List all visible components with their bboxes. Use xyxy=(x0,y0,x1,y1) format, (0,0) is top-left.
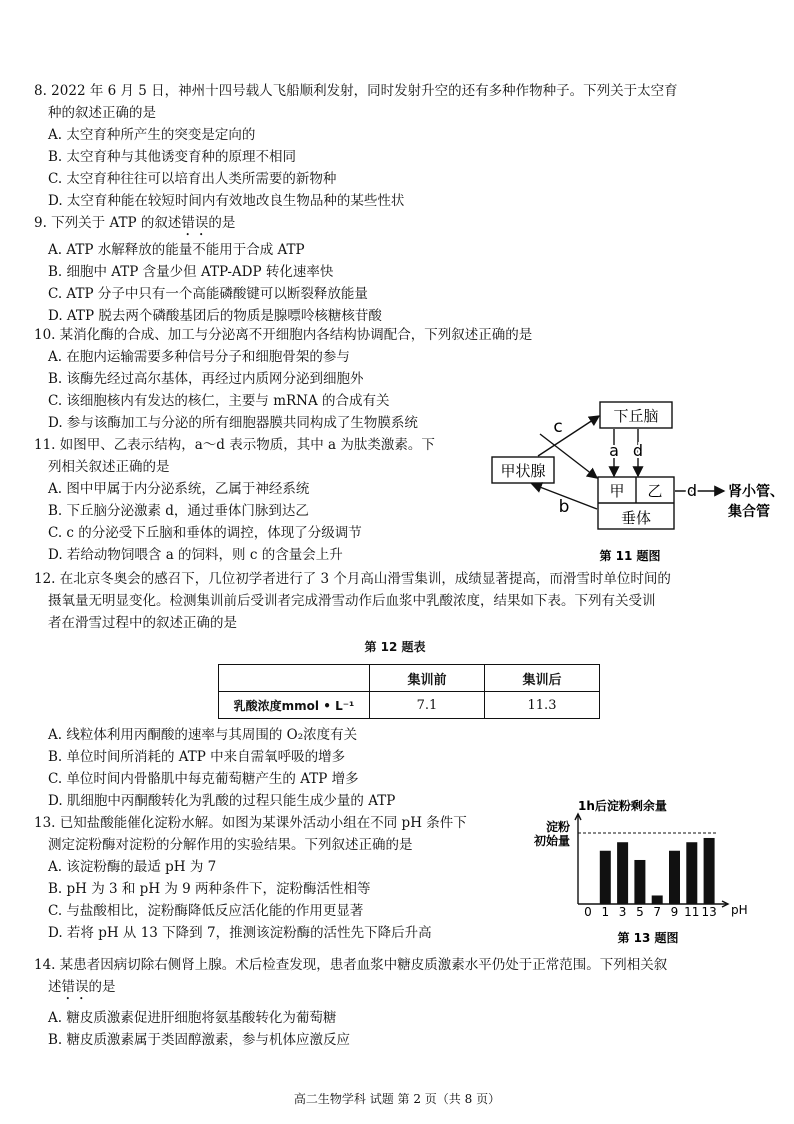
q13-option-d: D. 若将 pH 从 13 下降到 7，推测该淀粉酶的活性先下降后升高 xyxy=(48,925,432,941)
q14-option-a: A. 糖皮质激素促进肝细胞将氨基酸转化为葡萄糖 xyxy=(48,1010,337,1026)
chart-ylabel-line2: 初始量 xyxy=(533,834,571,848)
q10-option-c: C. 该细胞核内有发达的核仁，主要与 mRNA 的合成有关 xyxy=(48,393,390,409)
q8-option-b: B. 太空育种与其他诱变育种的原理不相同 xyxy=(48,149,297,165)
q9-option-c: C. ATP 分子中只有一个高能磷酸键可以断裂释放能量 xyxy=(48,286,368,302)
q8-stem-line1: 8. 2022 年 6 月 5 日，神州十四号载人飞船顺利发射，同时发射升空的还有多种作物种子。下列关于太空育 xyxy=(34,83,678,99)
jia-label: 甲 xyxy=(609,482,625,500)
q9-option-b: B. 细胞中 ATP 含量少但 ATP-ADP 转化速率快 xyxy=(48,264,334,280)
table-header-before: 集训前 xyxy=(370,665,485,692)
q10-option-b: B. 该酶先经过高尔基体，再经过内质网分泌到细胞外 xyxy=(48,371,364,387)
pituitary-label: 垂体 xyxy=(620,509,652,527)
x-tick-label: 1 xyxy=(601,905,610,919)
label-c: c xyxy=(553,417,563,437)
q12-option-b: B. 单位时间所消耗的 ATP 中来自需氧呼吸的增多 xyxy=(48,749,346,765)
chart-xlabel: pH xyxy=(731,903,748,917)
x-tick-label: 13 xyxy=(701,905,717,919)
q14-stem-line2-pre: 述 xyxy=(48,979,62,995)
q8-stem-line2: 种的叙述正确的是 xyxy=(48,105,156,121)
x-tick-label: 3 xyxy=(618,905,627,919)
question-14 xyxy=(34,954,769,1051)
x-tick-label: 9 xyxy=(670,905,679,919)
q11-figure xyxy=(488,392,784,570)
q11-option-a: A. 图中甲属于内分泌系统，乙属于神经系统 xyxy=(48,481,310,497)
table-value-before: 7.1 xyxy=(370,692,485,719)
q9-stem-emphasis: 错误 xyxy=(181,215,209,231)
bar-ph-5 xyxy=(634,860,645,904)
q9-stem-pre: 9. 下列关于 ATP 的叙述 xyxy=(34,215,182,231)
label-d-top: d xyxy=(632,441,644,460)
table-value-after: 11.3 xyxy=(485,692,600,719)
q12-stem xyxy=(34,568,769,634)
hypothalamus-label: 下丘脑 xyxy=(613,407,659,425)
q12-option-d: D. 肌细胞中丙酮酸转化为乳酸的过程只能生成少量的 ATP xyxy=(48,793,396,809)
table-header-after: 集训后 xyxy=(485,665,600,692)
bar-ph-1 xyxy=(600,851,611,904)
page-footer: 高二生物学科 试题 第 2 页（共 8 页） xyxy=(293,1092,501,1106)
q12-table-caption: 第 12 题表 xyxy=(364,640,426,654)
thyroid-label: 甲状腺 xyxy=(500,462,546,480)
chart-ylabel-line1: 淀粉 xyxy=(545,820,571,834)
table-header-row xyxy=(219,665,600,692)
kidney-label-line1: 肾小管、 xyxy=(728,484,784,500)
q8-option-a: A. 太空育种所产生的突变是定向的 xyxy=(48,127,256,143)
q12-option-a: A. 线粒体利用丙酮酸的速率与其周围的 O₂浓度有关 xyxy=(48,727,358,743)
bar-ph-3 xyxy=(617,842,628,904)
q14-stem-emphasis: 错误 xyxy=(61,979,89,995)
q11-stem-line2: 列相关叙述正确的是 xyxy=(48,459,170,475)
q11-figure-caption: 第 11 题图 xyxy=(599,549,661,563)
table-header-empty xyxy=(219,665,370,692)
q13-bar-chart xyxy=(528,796,750,954)
q13-stem-line1: 13. 已知盐酸能催化淀粉水解。如图为某课外活动小组在不同 pH 条件下 xyxy=(34,815,467,831)
x-tick-label: 11 xyxy=(684,905,700,919)
label-a: a xyxy=(609,441,619,460)
kidney-label-line2: 集合管 xyxy=(728,504,770,520)
bar-ph-9 xyxy=(669,851,680,904)
q14-stem xyxy=(34,954,769,1003)
chart-title: 1h后淀粉剩余量 xyxy=(578,799,667,813)
x-tick-label: 5 xyxy=(636,905,644,919)
question-11 xyxy=(34,434,484,566)
q10-option-d: D. 参与该酶加工与分泌的所有细胞器膜共同构成了生物膜系统 xyxy=(48,415,418,431)
q9-stem-post: 的是 xyxy=(208,215,236,231)
bar-ph-13 xyxy=(704,838,715,904)
q12-stem-line3: 者在滑雪过程中的叙述正确的是 xyxy=(48,615,237,631)
q11-option-d: D. 若给动物饲喂含 a 的饲料，则 c 的含量会上升 xyxy=(48,547,343,563)
q13-chart-caption: 第 13 题图 xyxy=(617,931,679,945)
q10-stem: 10. 某消化酶的合成、加工与分泌离不开细胞内各结构协调配合，下列叙述正确的是 xyxy=(34,327,533,343)
q11-stem xyxy=(34,434,484,478)
question-9 xyxy=(34,212,764,327)
q9-stem xyxy=(34,212,764,239)
q14-stem-line2-post: 的是 xyxy=(88,979,116,995)
q13-option-a: A. 该淀粉酶的最适 pH 为 7 xyxy=(48,859,217,875)
question-13 xyxy=(34,812,529,944)
yi-label: 乙 xyxy=(647,482,663,500)
x-tick-label: 0 xyxy=(584,905,592,919)
q13-stem-line2: 测定淀粉酶对淀粉的分解作用的实验结果。下列叙述正确的是 xyxy=(48,837,413,853)
q10-option-a: A. 在胞内运输需要多种信号分子和细胞骨架的参与 xyxy=(48,349,350,365)
q11-option-b: B. 下丘脑分泌激素 d，通过垂体门脉到达乙 xyxy=(48,503,309,519)
q13-option-c: C. 与盐酸相比，淀粉酶降低反应活化能的作用更显著 xyxy=(48,903,364,919)
q9-option-a: A. ATP 水解释放的能量不能用于合成 ATP xyxy=(48,242,305,258)
q12-stem-line2: 摄氧量无明显变化。检测集训前后受训者完成滑雪动作后血浆中乳酸浓度，结果如下表。下列有关受训 xyxy=(48,593,656,609)
q13-option-b: B. pH 为 3 和 pH 为 9 两种条件下，淀粉酶活性相等 xyxy=(48,881,371,897)
question-8 xyxy=(34,80,764,212)
q12-stem-line1: 12. 在北京冬奥会的感召下，几位初学者进行了 3 个月高山滑雪集训，成绩显著提高，而滑雪时单位时间的 xyxy=(34,571,671,587)
bar-ph-11 xyxy=(686,842,697,904)
q14-stem-line1: 14. 某患者因病切除右侧肾上腺。术后检查发现，患者血浆中糖皮质激素水平仍处于正常范围。下列相关叙 xyxy=(34,957,668,973)
q8-option-d: D. 太空育种能在较短时间内有效地改良生物品种的某些性状 xyxy=(48,193,405,209)
table-row-label: 乳酸浓度mmol • L⁻¹ xyxy=(219,692,370,719)
question-12 xyxy=(34,568,769,634)
q12-option-c: C. 单位时间内骨骼肌中每克葡萄糖产生的 ATP 增多 xyxy=(48,771,359,787)
q9-option-d: D. ATP 脱去两个磷酸基团后的物质是腺嘌呤核糖核苷酸 xyxy=(48,308,382,324)
bar-ph-7 xyxy=(652,895,663,904)
label-b: b xyxy=(558,497,570,517)
q11-stem-line1: 11. 如图甲、乙表示结构，a～d 表示物质，其中 a 为肽类激素。下 xyxy=(34,437,435,453)
q8-stem xyxy=(34,80,764,124)
x-tick-label: 7 xyxy=(653,905,662,919)
q8-option-c: C. 太空育种往往可以培育出人类所需要的新物种 xyxy=(48,171,337,187)
q11-option-c: C. c 的分泌受下丘脑和垂体的调控，体现了分级调节 xyxy=(48,525,362,541)
q14-option-b: B. 糖皮质激素属于类固醇激素，参与机体应激反应 xyxy=(48,1032,351,1048)
table-row xyxy=(219,692,600,719)
label-d-right: d xyxy=(686,481,698,500)
q13-stem xyxy=(34,812,529,856)
q12-table xyxy=(218,664,600,719)
